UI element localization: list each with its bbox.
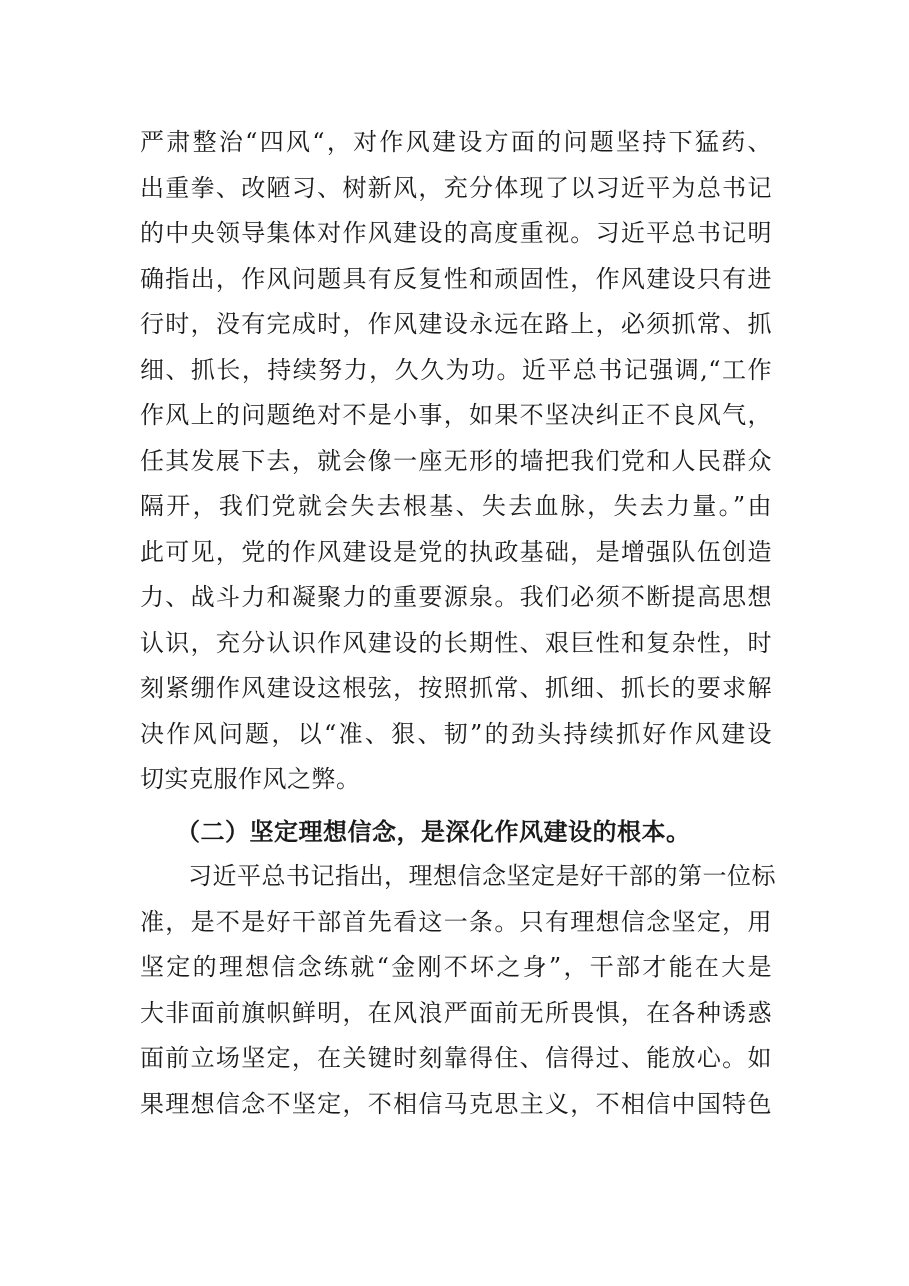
paragraph-line: 出重拳、改陋习、树新风，充分体现了以习近平为总书记: [140, 173, 772, 202]
paragraph-line: 作风上的问题绝对不是小事，如果不坚决纠正不良风气，: [140, 401, 772, 429]
document-body: [140, 120, 776, 1127]
paragraph-2: [140, 854, 776, 1127]
paragraph-line: 认识，充分认识作风建设的长期性、艰巨性和复杂性，时: [140, 628, 772, 657]
paragraph-line: 决作风问题，以“准、狠、韧”的劲头持续抓好作风建设: [140, 719, 772, 748]
paragraph-line: 准，是不是好干部首先看这一条。只有理想信念坚定，用: [140, 907, 772, 936]
paragraph-line: 的中央领导集体对作风建设的高度重视。习近平总书记明: [140, 219, 772, 247]
paragraph-line: 果理想信念不坚定，不相信马克思主义，不相信中国特色: [140, 1089, 772, 1118]
paragraph-line: 习近平总书记指出，理想信念坚定是好干部的第一位标: [188, 862, 776, 890]
paragraph-line: 任其发展下去，就会像一座无形的墙把我们党和人民群众: [140, 446, 772, 475]
paragraph-line: 坚定的理想信念练就“金刚不坏之身”，干部才能在大是: [140, 953, 772, 981]
paragraph-line: 刻紧绷作风建设这根弦，按照抓常、抓细、抓长的要求解: [140, 674, 772, 702]
paragraph-line: 力、战斗力和凝聚力的重要源泉。我们必须不断提高思想: [140, 583, 772, 611]
paragraph-line: 细、抓长，持续努力，久久为功。近平总书记强调,“工作: [140, 355, 772, 384]
paragraph-line: 大非面前旗帜鲜明，在风浪严面前无所畏惧，在各种诱惑: [140, 998, 772, 1027]
section-heading: （二）坚定理想信念，是深化作风建设的根本。: [176, 816, 691, 846]
paragraph-line: 行时，没有完成时，作风建设永远在路上，必须抓常、抓: [140, 310, 772, 338]
paragraph-line: 切实克服作风之弊。: [140, 765, 361, 793]
paragraph-line: 确指出，作风问题具有反复性和顽固性，作风建设只有进: [140, 264, 772, 293]
paragraph-line: 严肃整治“四风“，对作风建设方面的问题坚持下猛药、: [140, 128, 772, 156]
paragraph-line: 此可见，党的作风建设是党的执政基础，是增强队伍创造: [140, 537, 772, 566]
paragraph-line: 面前立场坚定，在关键时刻靠得住、信得过、能放心。如: [140, 1044, 772, 1072]
paragraph-line: 隔开，我们党就会失去根基、失去血脉，失去力量。”由: [140, 492, 772, 520]
paragraph-1: [140, 120, 772, 803]
